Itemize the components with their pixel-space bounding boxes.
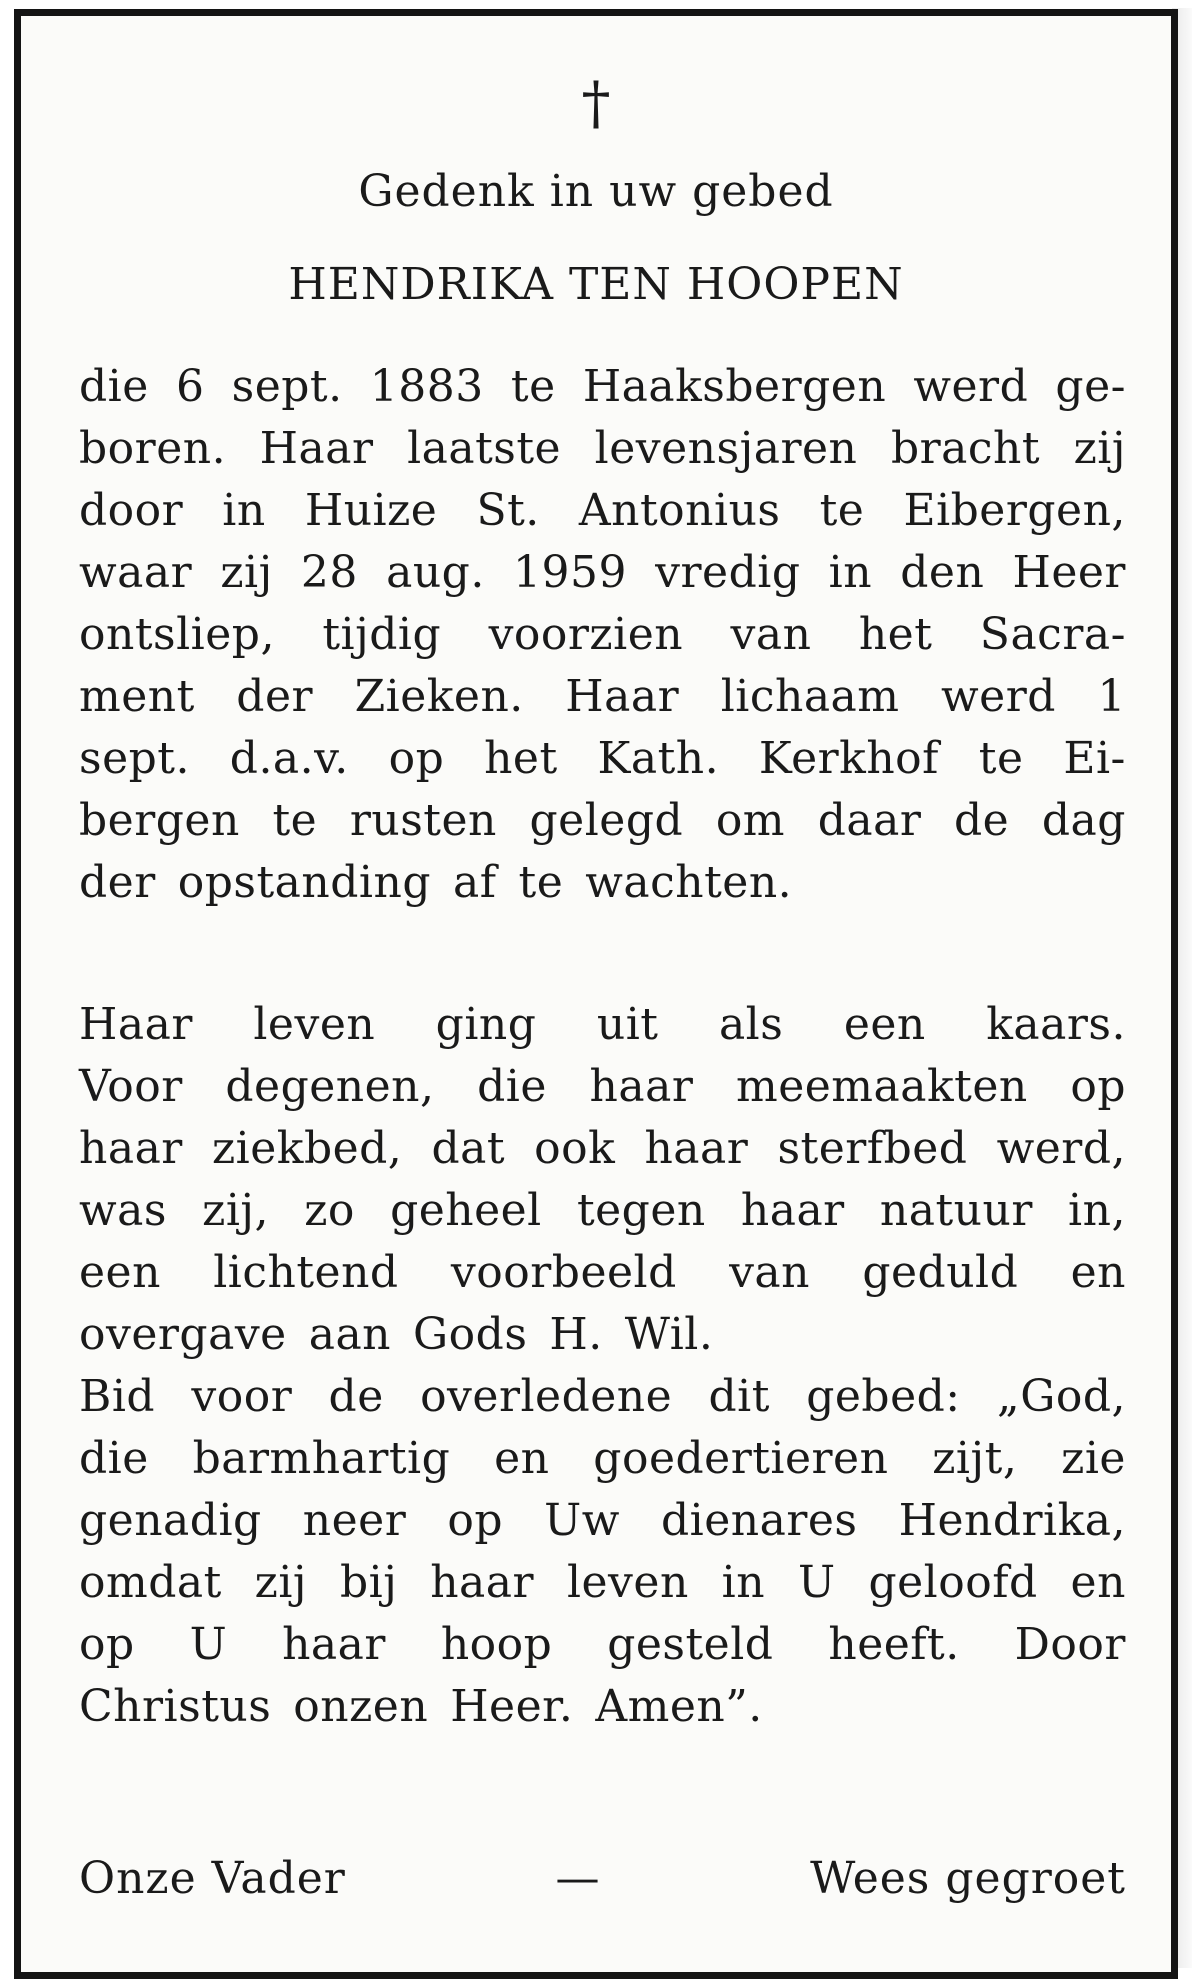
text-line: overgave aan Gods H. Wil. xyxy=(79,1309,714,1360)
footer-prayer-right: Wees gegroet xyxy=(810,1853,1126,1904)
text-line: Christus onzen Heer. Amen”. xyxy=(79,1681,763,1732)
text-line: Haar leven ging uit als een kaars. xyxy=(79,999,1126,1050)
deceased-name: HENDRIKA TEN HOOPEN xyxy=(288,259,904,310)
text-line: boren. Haar laatste levensjaren bracht zij xyxy=(79,423,1126,474)
footer-separator: — xyxy=(555,1853,601,1904)
prayer-footer xyxy=(79,1848,1126,1910)
text-line: bergen te rusten gelegd om daar de dag xyxy=(79,795,1126,846)
reflection-paragraph xyxy=(79,994,1126,1738)
footer-prayer-left: Onze Vader xyxy=(79,1853,346,1904)
text-line: genadig neer op Uw dienares Hendrika, xyxy=(79,1495,1126,1546)
card-heading: Gedenk in uw gebed xyxy=(358,166,834,217)
text-line: waar zij 28 aug. 1959 vredig in den Heer xyxy=(79,547,1126,598)
text-line: ontsliep, tijdig voorzien van het Sacra- xyxy=(79,609,1126,660)
text-line: Voor degenen, die haar meemaakten op xyxy=(79,1061,1126,1112)
text-line: Bid voor de overledene dit gebed: „God, xyxy=(79,1371,1126,1422)
text-line: een lichtend voorbeeld van geduld en xyxy=(79,1247,1126,1298)
text-line: op U haar hoop gesteld heeft. Door xyxy=(79,1619,1126,1670)
text-line: was zij, zo geheel tegen haar natuur in, xyxy=(79,1185,1126,1236)
text-line: die barmhartig en goedertieren zijt, zie xyxy=(79,1433,1126,1484)
text-line: der opstanding af te wachten. xyxy=(79,857,793,908)
text-line: door in Huize St. Antonius te Eibergen, xyxy=(79,485,1126,536)
text-line: sept. d.a.v. op het Kath. Kerkhof te Ei- xyxy=(79,733,1126,784)
text-line: haar ziekbed, dat ook haar sterfbed werd, xyxy=(79,1123,1126,1174)
memorial-card xyxy=(14,9,1178,1979)
cross-icon: † xyxy=(581,69,611,137)
text-line: die 6 sept. 1883 te Haaksbergen werd ge- xyxy=(79,361,1126,412)
biography-paragraph xyxy=(79,356,1126,914)
text-line: ment der Zieken. Haar lichaam werd 1 xyxy=(79,671,1126,722)
text-line: omdat zij bij haar leven in U geloofd en xyxy=(79,1557,1126,1608)
